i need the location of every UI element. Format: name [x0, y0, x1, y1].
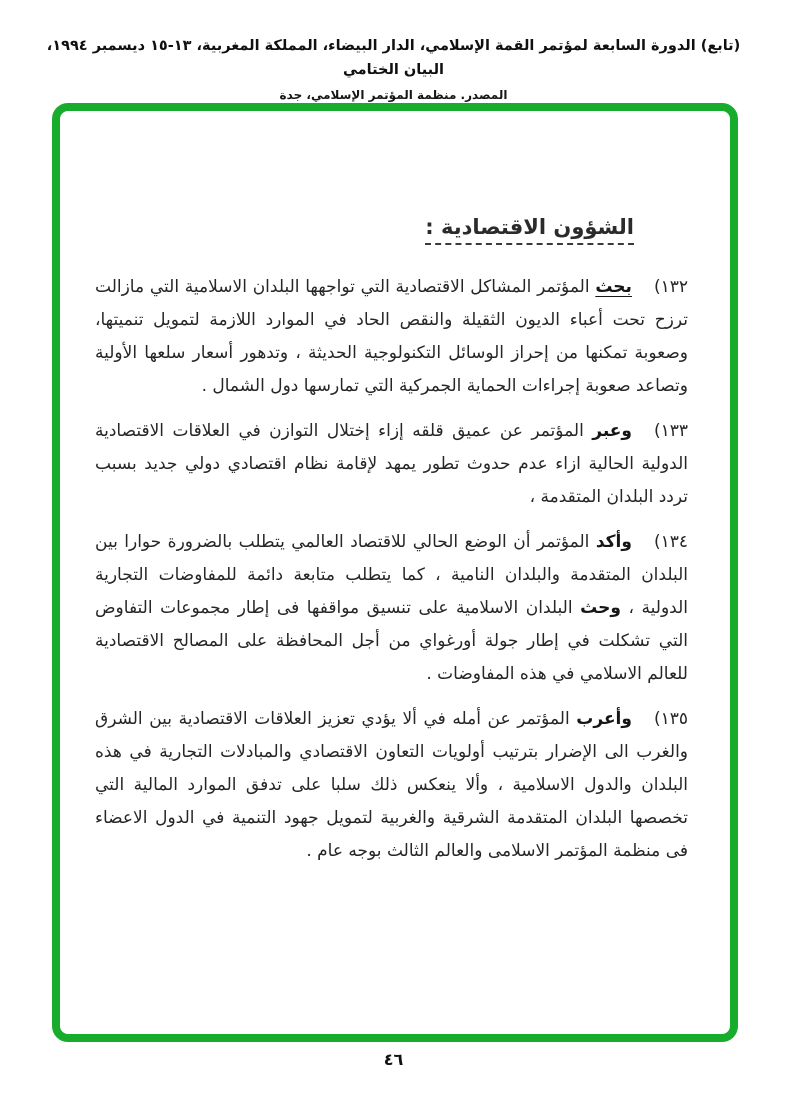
- green-border-frame: [52, 103, 738, 1042]
- document-body: [60, 111, 730, 1034]
- section-title-text: الشؤون الاقتصادية :: [425, 215, 634, 245]
- paragraph-number: ١٣٣): [653, 421, 688, 441]
- paragraph-text-segment: وعبر: [592, 421, 632, 441]
- paragraph-number: ١٣٤): [653, 532, 688, 552]
- paragraph-text-segment: المؤتمر عن أمله في ألا يؤدي تعزيز العلاقات الاقتصادية بين الشرق والغرب الى الإضرار بترتيب أولويات التعاون الاقتصادي والمبادلات التجارية في هذه البلدان والدول الاسلامية ، وألا ينعكس ذلك سلبا على تدفق الموارد المالية التي تخصصها البلدان المتقدمة الشرقية والغربية لتمويل جهود التنمية في الدول الاعضاء فى منظمة المؤتمر الاسلامى والعالم الثالث بوجه عام .: [95, 709, 688, 861]
- paragraph-text-segment: بحث: [595, 277, 632, 297]
- paragraph-number: ١٣٢): [653, 277, 688, 297]
- paragraph-text-segment: المؤتمر المشاكل الاقتصادية التي تواجهها البلدان الاسلامية التي مازالت ترزح تحت أعباء الديون الثقيلة والنقص الحاد في الموارد اللازمة لتمويل تنميتها، وصعوبة تمكنها من إحراز الوسائل التكنولوجية الحديثة ، وتدهور أسعار سلعها الأولية وتصاعد صعوبة إجراءات الحماية الجمركية التي تمارسها دول الشمال .: [95, 277, 688, 396]
- paragraph: [95, 415, 688, 514]
- paragraph-text-segment: وأعرب: [576, 709, 632, 729]
- paragraph-text-segment: وحث: [580, 598, 621, 618]
- paragraph: [95, 703, 688, 868]
- paragraph-text-segment: البلدان الاسلامية على تنسيق مواقفها فى إطار مجموعات التفاوض التي تشكلت في إطار جولة أورغواي من أجل المحافظة على المصالح الاقتصادية للعالم الاسلامي في هذه المفاوضات .: [95, 598, 688, 684]
- paragraph: [95, 526, 688, 691]
- document-header: [40, 34, 747, 106]
- paragraph-text-segment: المؤتمر عن عميق قلقه إزاء إختلال التوازن في العلاقات الاقتصادية الدولية الحالية ازاء عدم حدوث تطور يمهد لإقامة نظام اقتصادي دولي جديد بسبب تردد البلدان المتقدمة ،: [95, 421, 688, 507]
- paragraph-number: ١٣٥): [653, 709, 688, 729]
- paragraph-text-segment: وأكد: [595, 532, 632, 552]
- paragraph: [95, 271, 688, 403]
- section-title: [60, 215, 634, 245]
- paragraph-text-segment: المؤتمر أن الوضع الحالي للاقتصاد العالمي يتطلب بالضرورة حوارا بين البلدان المتقدمة والبلدان النامية ، كما يتطلب متابعة دائمة للمفاوضات التجارية الدولية ،: [95, 532, 688, 618]
- paragraph-list: [60, 271, 730, 868]
- page-number: ٤٦: [383, 1050, 404, 1069]
- header-source-line: المصدر. منظمة المؤتمر الإسلامي، جدة: [279, 88, 508, 102]
- header-caption-line1: (تابع) الدورة السابعة لمؤتمر القمة الإسلامي، الدار البيضاء، المملكة المغربية، ١٣-١٥ ديسمبر ١٩٩٤، البيان الختامي: [46, 38, 741, 78]
